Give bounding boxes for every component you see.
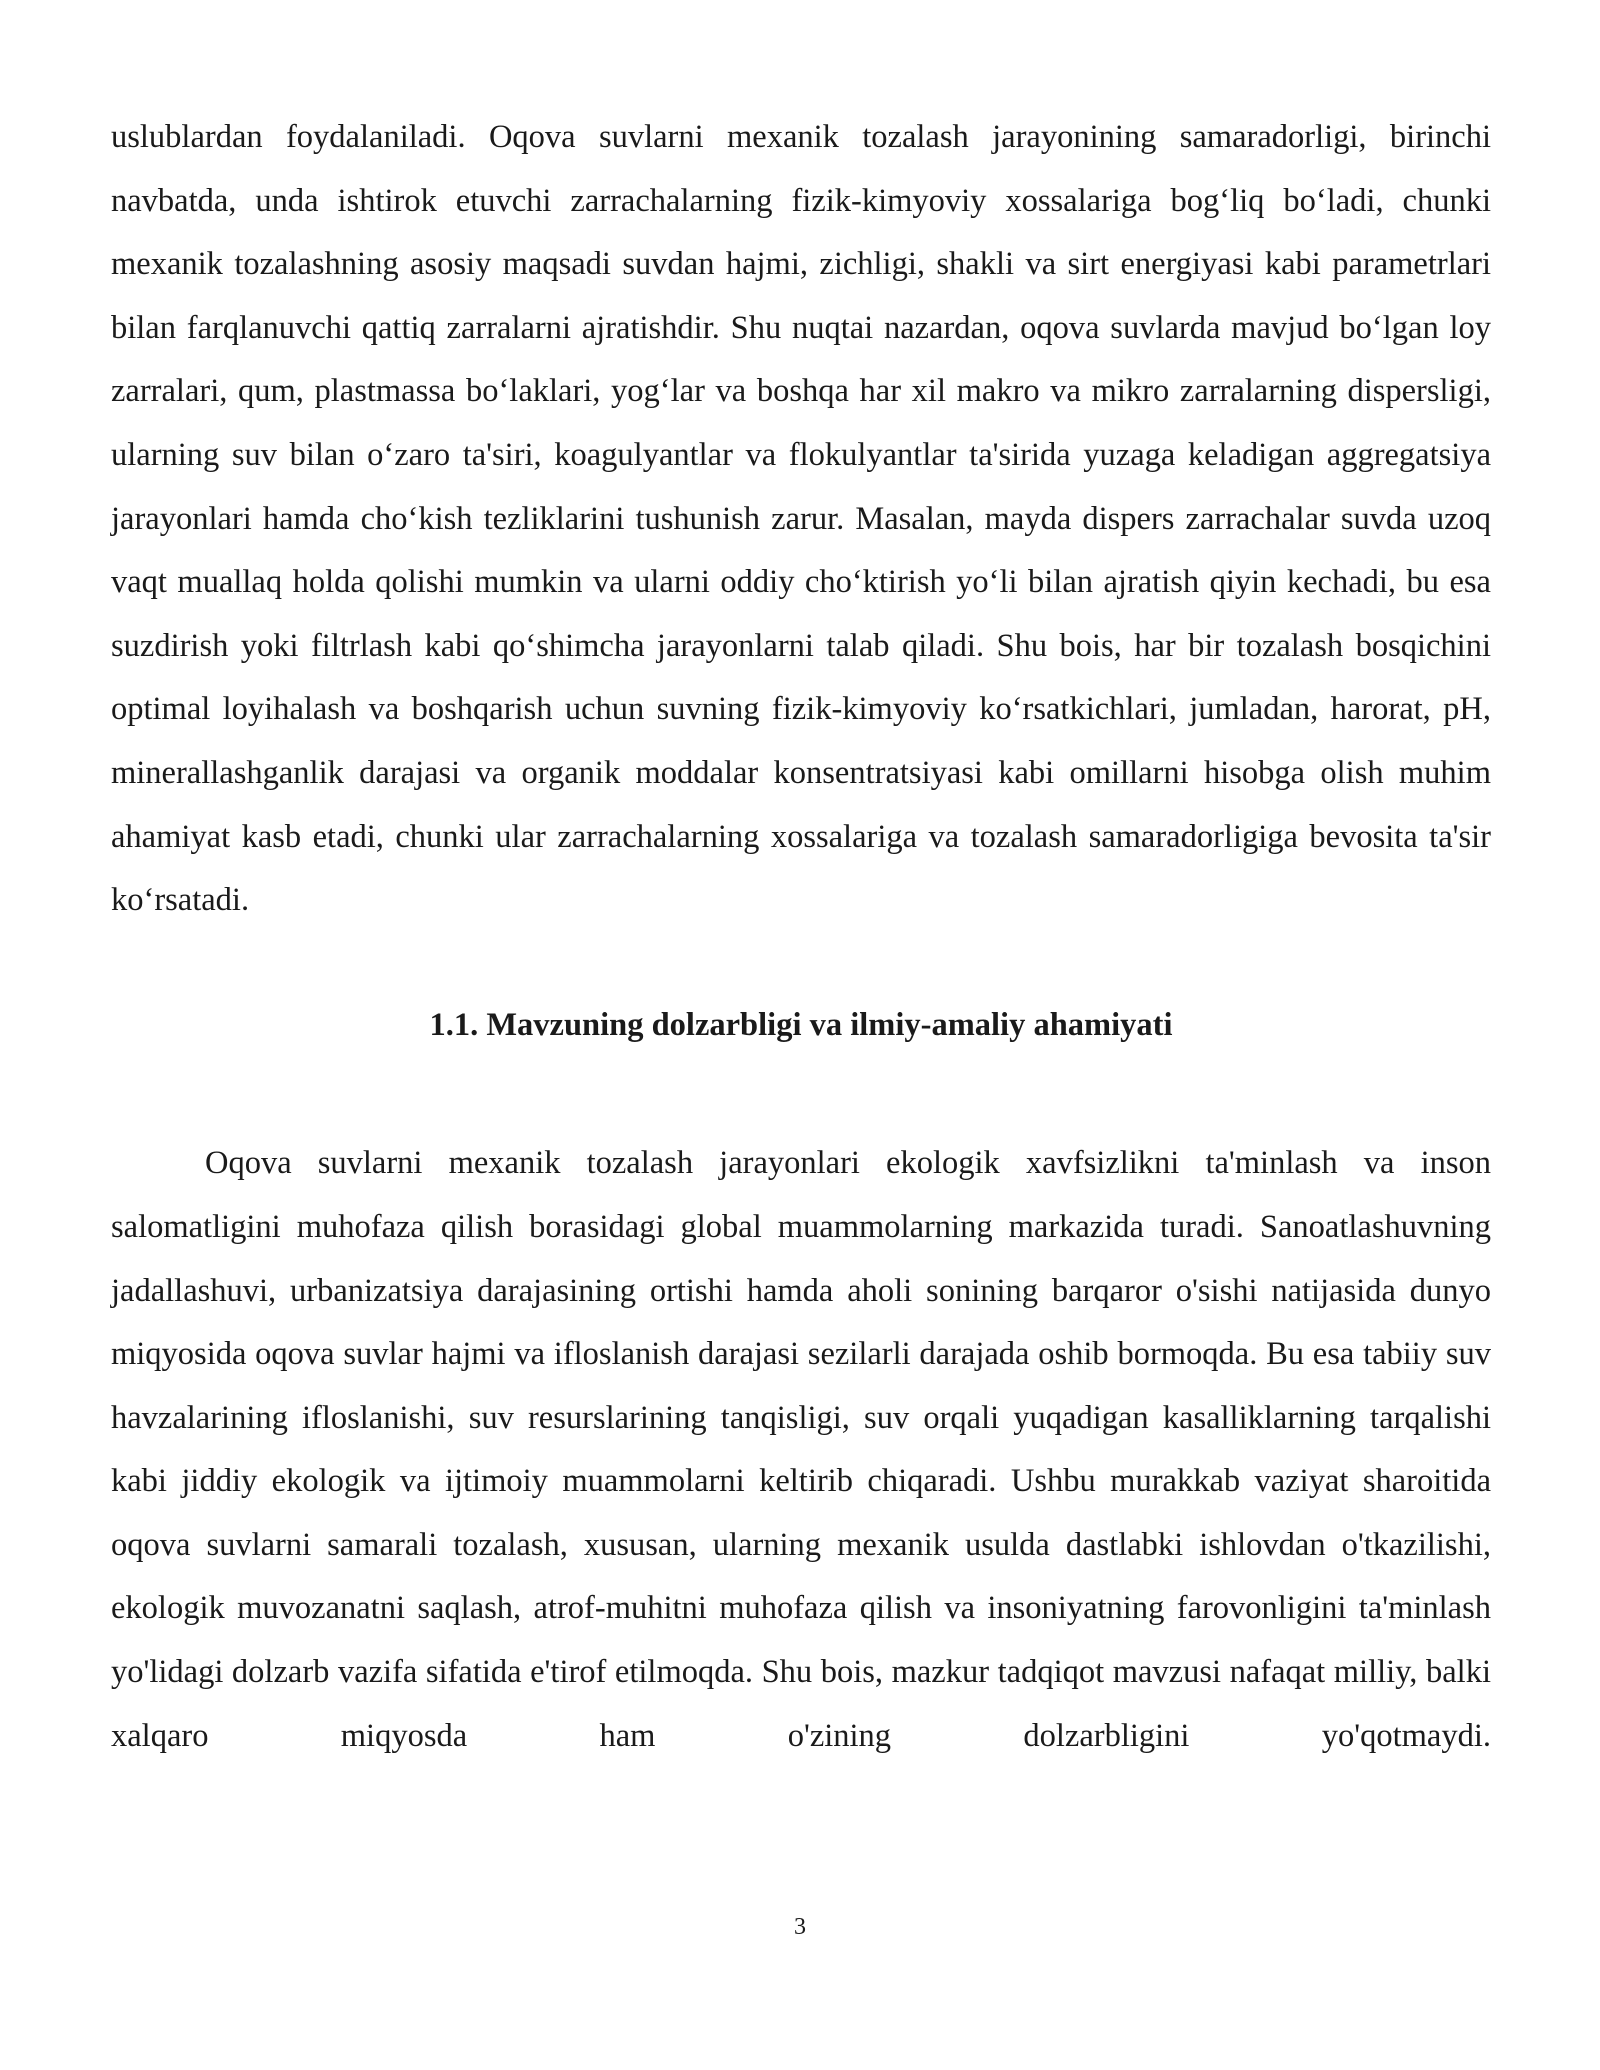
document-page <box>111 106 1491 1768</box>
section-heading: 1.1. Mavzuning dolzarbligi va ilmiy-amaliy ahamiyati <box>429 1006 1173 1043</box>
body-paragraph: Oqova suvlarni mexanik tozalash jarayonlari ekologik xavfsizlikni ta'minlash va inson salomatligini muhofaza qilish borasidagi global muammolarning markazida turadi. Sanoatlashuvning jadallashuvi, urbanizatsiya darajasining ortishi hamda aholi sonining barqaror o'sishi natijasida dunyo miqyosida oqova suvlar hajmi va ifloslanish darajasi sezilarli darajada oshib bormoqda. Bu esa tabiiy suv havzalarining ifloslanishi, suv resurslarining tanqisligi, suv orqali yuqadigan kasalliklarning tarqalishi kabi jiddiy ekologik va ijtimoiy muammolarni keltirib chiqaradi. Ushbu murakkab vaziyat sharoitida oqova suvlarni samarali tozalash, xususan, ularning mexanik usulda dastlabki ishlovdan o'tkazilishi, ekologik muvozanatni saqlash, atrof-muhitni muhofaza qilish va insoniyatning farovonligini ta'minlash yo'lidagi dolzarb vazifa sifatida e'tirof etilmoqda. Shu bois, mazkur tadqiqot mavzusi nafaqat milliy, balki xalqaro miqyosda ham o'zining dolzarbligini yo'qotmaydi. <box>111 1145 1491 1754</box>
page-number: 3 <box>794 1914 806 1940</box>
body-paragraph: uslublardan foydalaniladi. Oqova suvlarni mexanik tozalash jarayonining samaradorligi, birinchi navbatda, unda ishtirok etuvchi zarrachalarning fizik-kimyoviy xossalariga bogʻliq boʻladi, chunki mexanik tozalashning asosiy maqsadi suvdan hajmi, zichligi, shakli va sirt energiyasi kabi parametrlari bilan farqlanuvchi qattiq zarralarni ajratishdir. Shu nuqtai nazardan, oqova suvlarda mavjud boʻlgan loy zarralari, qum, plastmassa boʻlaklari, yogʻlar va boshqa har xil makro va mikro zarralarning dispersligi, ularning suv bilan oʻzaro ta'siri, koagulyantlar va flokulyantlar ta'sirida yuzaga keladigan aggregatsiya jarayonlari hamda choʻkish tezliklarini tushunish zarur. Masalan, mayda dispers zarrachalar suvda uzoq vaqt muallaq holda qolishi mumkin va ularni oddiy choʻktirish yoʻli bilan ajratish qiyin kechadi, bu esa suzdirish yoki filtrlash kabi qoʻshimcha jarayonlarni talab qiladi. Shu bois, har bir tozalash bosqichini optimal loyihalash va boshqarish uchun suvning fizik-kimyoviy koʻrsatkichlari, jumladan, harorat, pH, minerallashganlik darajasi va organik moddalar konsentratsiyasi kabi omillarni hisobga olish muhim ahamiyat kasb etadi, chunki ular zarrachalarning xossalariga va tozalash samaradorligiga bevosita ta'sir koʻrsatadi. <box>111 119 1491 919</box>
